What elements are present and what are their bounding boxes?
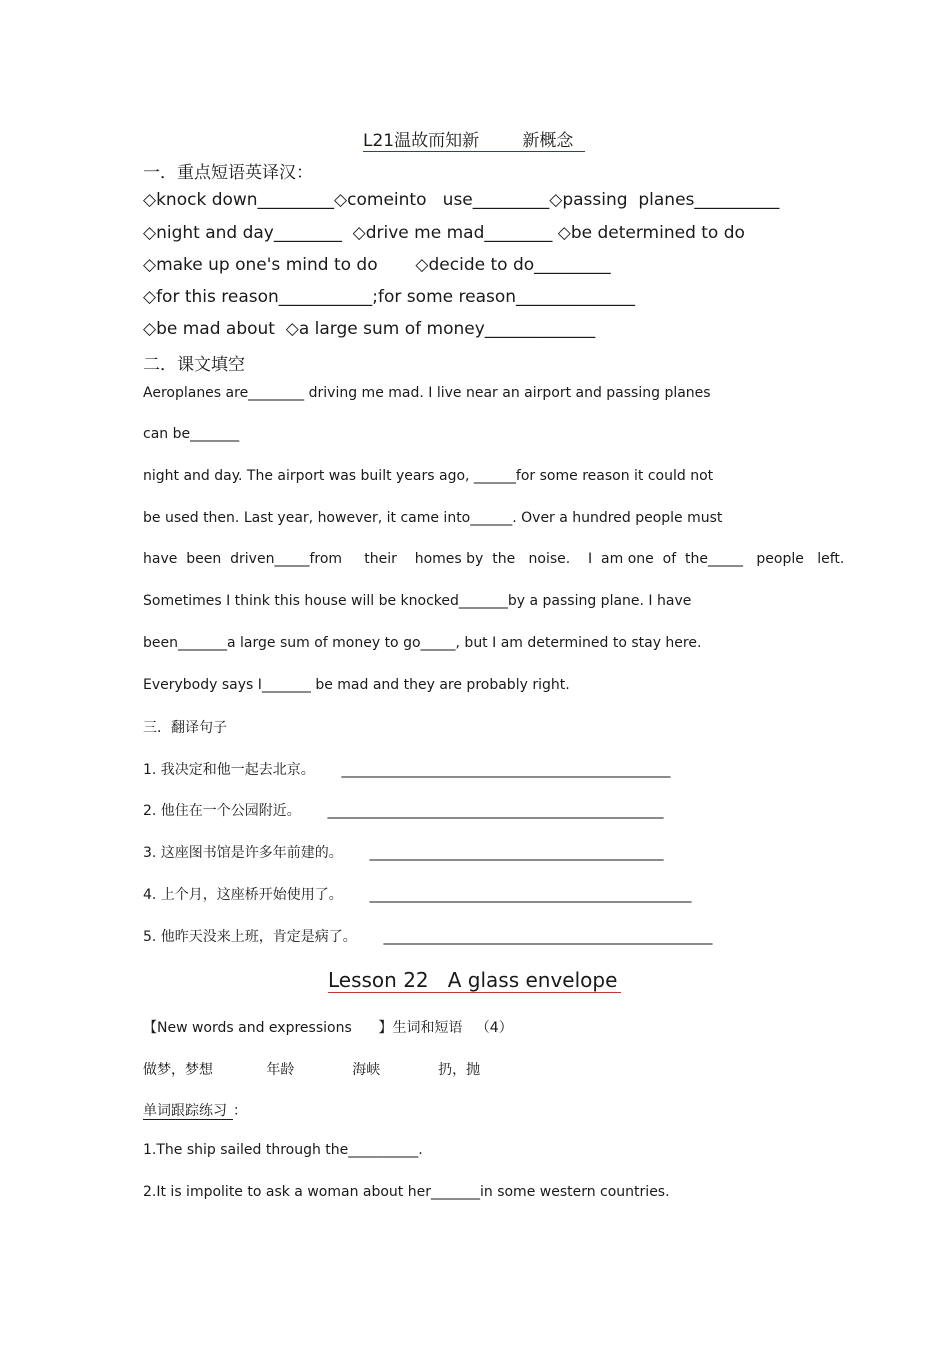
phrase-line: ◇knock down_________◇comeinto use_________◇passing planes__________ [143, 190, 780, 210]
phrase-line: ◇night and day________ ◇drive me mad________ ◇be determined to do [143, 223, 745, 243]
section3-heading: 三．翻译句子 [143, 720, 227, 736]
word-list: 做梦，梦想 年龄 海峡 扔，抛 [143, 1062, 481, 1078]
cloze-line: be used then. Last year, however, it came into______. Over a hundred people must [143, 510, 723, 526]
new-words-heading: 【New words and expressions 】生词和短语 （4） [143, 1020, 513, 1036]
phrase-line: ◇for this reason___________;for some reason______________ [143, 287, 636, 307]
practice-heading [143, 1100, 247, 1120]
translation-line: 5. 他昨天没来上班，肯定是病了。 _______________________________________________ [143, 929, 713, 945]
section2-heading: 二．课文填空 [143, 355, 245, 375]
exercise-line: 1.The ship sailed through the__________. [143, 1142, 423, 1158]
cloze-line: been_______a large sum of money to go_____, but I am determined to stay here. [143, 635, 702, 651]
cloze-line: can be_______ [143, 426, 240, 442]
cloze-line: night and day. The airport was built years ago, ______for some reason it could not [143, 468, 714, 484]
cloze-line: Sometimes I think this house will be knocked_______by a passing plane. I have [143, 593, 692, 609]
translation-line: 1. 我决定和他一起去北京。 _______________________________________________ [143, 762, 671, 778]
cloze-line: Everybody says I_______ be mad and they are probably right. [143, 677, 570, 693]
cloze-line: have been driven_____from their homes by the noise. I am one of the_____ people left. [143, 551, 845, 567]
cloze-line: Aeroplanes are________ driving me mad. I live near an airport and passing planes [143, 385, 711, 401]
phrase-line: ◇be mad about ◇a large sum of money_____________ [143, 319, 596, 339]
translation-line: 2. 他住在一个公园附近。 ________________________________________________ [143, 803, 664, 819]
practice-label: 单词跟踪练习 [143, 1103, 233, 1120]
phrase-line: ◇make up one's mind to do ◇decide to do_________ [143, 255, 611, 275]
section1-heading: 一．重点短语英译汉： [143, 163, 313, 183]
translation-line: 4. 上个月，这座桥开始使用了。 ______________________________________________ [143, 887, 692, 903]
exercise-line: 2.It is impolite to ask a woman about her_______in some western countries. [143, 1184, 670, 1200]
page-title: L21温故而知新 新概念 [363, 126, 585, 152]
translation-line: 3. 这座图书馆是许多年前建的。 __________________________________________ [143, 845, 664, 861]
practice-colon: ： [233, 1103, 247, 1119]
lesson-title: Lesson 22 A glass envelope [328, 968, 621, 993]
